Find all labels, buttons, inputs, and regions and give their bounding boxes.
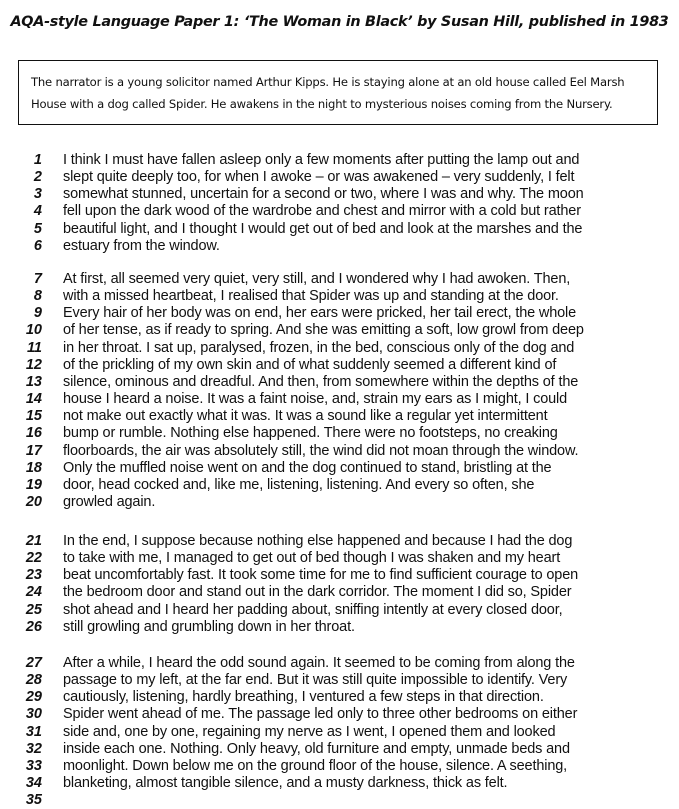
passage-line xyxy=(0,339,679,357)
line-text: still growling and grumbling down in her throat. xyxy=(63,618,355,635)
passage-line xyxy=(0,791,679,809)
line-text: shot ahead and I heard her padding about, sniffing intently at every closed door, xyxy=(63,601,563,618)
line-text: inside each one. Nothing. Only heavy, old furniture and empty, unmade beds and xyxy=(63,740,570,757)
passage-line xyxy=(0,373,679,391)
intro-box xyxy=(18,60,658,125)
document-title: AQA-style Language Paper 1: ‘The Woman in Black’ by Susan Hill, published in 1983 xyxy=(10,14,669,30)
passage-line xyxy=(0,237,679,255)
passage-line xyxy=(0,671,679,689)
line-number: 33 xyxy=(25,757,42,774)
line-text: beautiful light, and I thought I would get out of bed and look at the marshes and the xyxy=(63,220,583,237)
passage-line xyxy=(0,220,679,238)
passage-line xyxy=(0,185,679,203)
line-text: passage to my left, at the far end. But it was still quite impossible to identify. Very xyxy=(63,672,568,689)
line-text: moonlight. Down below me on the ground floor of the house, silence. A seething, xyxy=(63,757,568,774)
passage-line xyxy=(0,774,679,792)
line-text: At first, all seemed very quiet, very still, and I wondered why I had awoken. Then, xyxy=(63,271,571,287)
line-text: cautiously, listening, hardly breathing, I ventured a few steps in that direction. xyxy=(63,689,544,706)
passage-line xyxy=(0,459,679,477)
line-number: 34 xyxy=(25,775,42,792)
line-number: 5 xyxy=(33,220,42,237)
line-text: in her throat. I sat up, paralysed, frozen, in the bed, conscious only of the dog and xyxy=(63,339,575,356)
line-number: 28 xyxy=(25,672,42,689)
line-text: somewhat stunned, uncertain for a second or two, where I was and why. The moon xyxy=(63,186,584,203)
line-number: 32 xyxy=(25,740,42,757)
line-number: 13 xyxy=(25,373,42,390)
line-number: 1 xyxy=(33,152,42,168)
passage-line xyxy=(0,532,679,550)
line-text: to take with me, I managed to get out of bed though I was shaken and my heart xyxy=(63,550,561,567)
line-text: of the prickling of my own skin and of what suddenly seemed a different kind of xyxy=(63,356,557,373)
line-number: 15 xyxy=(25,408,42,425)
line-text: Every hair of her body was on end, her ears were pricked, her tail erect, the whole xyxy=(63,305,577,322)
line-text: door, head cocked and, like me, listening, listening. And every so often, she xyxy=(63,476,535,493)
line-text: blanketing, almost tangible silence, and a musty darkness, thick as felt. xyxy=(63,775,508,792)
line-number: 6 xyxy=(33,237,42,254)
line-number: 2 xyxy=(33,169,42,186)
line-number: 25 xyxy=(25,601,42,618)
line-text: not make out exactly what it was. It was a sound like a regular yet intermittent xyxy=(63,408,548,425)
passage-line xyxy=(0,723,679,741)
passage-line xyxy=(0,304,679,322)
line-number: 19 xyxy=(25,476,42,493)
line-text: silence, ominous and dreadful. And then, from somewhere within the depths of the xyxy=(63,373,579,390)
line-number: 16 xyxy=(25,425,42,442)
line-text: side and, one by one, regaining my nerve as I went, I opened them and looked xyxy=(63,723,556,740)
line-text: with a missed heartbeat, I realised that Spider was up and standing at the door. xyxy=(63,288,559,305)
passage-line xyxy=(0,757,679,775)
line-number: 29 xyxy=(25,689,42,706)
passage-line xyxy=(0,390,679,408)
line-text: the bedroom door and stand out in the dark corridor. The moment I did so, Spider xyxy=(63,584,572,601)
line-text: After a while, I heard the odd sound again. It seemed to be coming from along the xyxy=(63,655,575,671)
line-text: bump or rumble. Nothing else happened. There were no footsteps, no creaking xyxy=(63,425,558,442)
passage-line xyxy=(0,654,679,672)
line-number: 12 xyxy=(25,356,42,373)
line-number: 11 xyxy=(26,339,42,356)
passage-line xyxy=(0,493,679,511)
line-number: 31 xyxy=(25,723,42,740)
passage-line xyxy=(0,688,679,706)
passage-line xyxy=(0,442,679,460)
line-number: 3 xyxy=(33,186,42,203)
line-number: 20 xyxy=(25,493,42,510)
passage-line xyxy=(0,583,679,601)
line-text: of her tense, as if ready to spring. And she was emitting a soft, low growl from deep xyxy=(63,322,584,339)
line-number: 22 xyxy=(25,550,42,567)
line-number: 9 xyxy=(33,305,42,322)
line-number: 17 xyxy=(25,442,42,459)
line-number: 21 xyxy=(25,533,42,549)
line-number: 4 xyxy=(33,203,42,220)
passage-line xyxy=(0,168,679,186)
line-number: 14 xyxy=(25,391,42,408)
line-number: 23 xyxy=(25,567,42,584)
line-text: Spider went ahead of me. The passage led only to three other bedrooms on either xyxy=(63,706,578,723)
line-number: 26 xyxy=(25,618,42,635)
passage-line xyxy=(0,476,679,494)
passage-line xyxy=(0,740,679,758)
line-text: In the end, I suppose because nothing else happened and because I had the dog xyxy=(63,533,573,549)
passage-line xyxy=(0,566,679,584)
line-number: 18 xyxy=(25,459,42,476)
passage-line xyxy=(0,601,679,619)
passage-line xyxy=(0,705,679,723)
passage-line xyxy=(0,356,679,374)
line-text: slept quite deeply too, for when I awoke – or was awakened – very suddenly, I felt xyxy=(63,169,575,186)
passage-line xyxy=(0,151,679,169)
passage-line xyxy=(0,321,679,339)
line-number: 24 xyxy=(25,584,42,601)
line-text: beat uncomfortably fast. It took some time for me to find sufficient courage to open xyxy=(63,567,579,584)
line-text: floorboards, the air was absolutely still, the wind did not moan through the window. xyxy=(63,442,579,459)
passage-line xyxy=(0,407,679,425)
line-text: I think I must have fallen asleep only a few moments after putting the lamp out and xyxy=(63,152,580,168)
line-text: estuary from the window. xyxy=(63,237,220,254)
line-text: growled again. xyxy=(63,493,156,510)
line-text: Only the muffled noise went on and the dog continued to stand, bristling at the xyxy=(63,459,552,476)
line-number: 27 xyxy=(25,655,42,671)
line-number: 35 xyxy=(25,792,42,809)
passage-line xyxy=(0,549,679,567)
passage-line xyxy=(0,424,679,442)
intro-line: The narrator is a young solicitor named Arthur Kipps. He is staying alone at an old house called Eel Marsh xyxy=(31,75,625,89)
line-number: 7 xyxy=(33,271,42,287)
passage-line xyxy=(0,270,679,288)
line-text: house I heard a noise. It was a faint noise, and, strain my ears as I might, I could xyxy=(63,391,568,408)
line-number: 10 xyxy=(25,322,42,339)
passage-line xyxy=(0,202,679,220)
line-number: 8 xyxy=(33,288,42,305)
line-number: 30 xyxy=(25,706,42,723)
line-text: fell upon the dark wood of the wardrobe and chest and mirror with a cold but rather xyxy=(63,203,581,220)
intro-line: House with a dog called Spider. He awakens in the night to mysterious noises coming from the Nursery. xyxy=(31,97,613,111)
passage-line xyxy=(0,618,679,636)
passage-line xyxy=(0,287,679,305)
